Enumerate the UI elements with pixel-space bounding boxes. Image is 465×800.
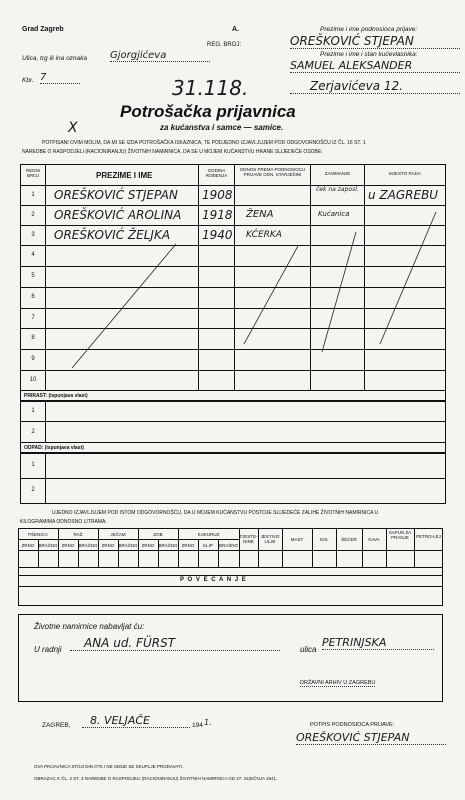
stock-subcol: BRAŠNO	[118, 543, 138, 548]
house-number-label: Kbr.	[22, 77, 34, 84]
year-prefix: 194	[192, 722, 203, 729]
stock-group-header: SAPUN ZA PRANJE	[388, 530, 412, 540]
increase-row-number: 2	[31, 429, 35, 435]
stock-group-header: PŠENICA	[28, 532, 48, 537]
col-header-no: REDNI BROJ	[25, 168, 40, 178]
form-subtitle: za kućanstva i samce — samice.	[160, 123, 284, 132]
person-relation: ŽENA	[246, 209, 274, 220]
col-header-year: GODINA ROĐENJA	[205, 168, 228, 178]
stock-group-header: PETRO-LEJ	[416, 534, 441, 539]
signature-value: OREŠKOVIĆ STJEPAN	[296, 731, 446, 745]
applicant-label: Prezime i ime podnosioca prijave:	[320, 26, 418, 33]
intro-line-2: NAREDBE O RASPODJELI (RACIONIRANJU) ŽIVOTNIH NAMIRNICA, DA SE U MOJEM KUĆANSTVU HRANE SLIJEDEĆE OSOBE:	[22, 149, 323, 155]
stock-group-header: KUKURUZ	[197, 532, 220, 537]
person-name: OREŠKOVIĆ STJEPAN	[54, 188, 178, 202]
row-number: 5	[31, 273, 35, 279]
decrease-row-number: 2	[31, 487, 35, 493]
stock-subcol: ZRNO	[101, 543, 115, 548]
intro-line-1: POTPISANI OVIM MOLIM, DA MI SE IZDA POTROŠAČKA ISKAZNICA, TE PODJEDNO IZJAVLJUJEM POD ODGOVORNOŠĆU IZ ČL. 16 ST. 1	[42, 140, 366, 146]
applicant-value: OREŠKOVIĆ STJEPAN	[290, 34, 460, 49]
landlord-value: SAMUEL ALEKSANDER	[290, 59, 460, 73]
stock-increase-label: P O V E Ć A N J E	[180, 577, 247, 583]
date-value: 8. VELJAČE	[82, 714, 190, 728]
row-number: 4	[31, 252, 35, 258]
row-number: 3	[31, 232, 35, 238]
stock-subcol: BRAŠNO	[78, 543, 98, 548]
row-number: 10	[29, 377, 37, 383]
stock-subcol: ZRNO	[141, 543, 155, 548]
decrease-row-number: 1	[31, 462, 35, 468]
decrease-label: ODPAD: (ispunjava vlast)	[24, 445, 84, 451]
landlord-label: Prezime i ime i stan kućevlasnika:	[320, 51, 418, 58]
stock-group-header: SOL	[319, 537, 329, 542]
form-letter: A.	[232, 26, 239, 33]
stock-group-header: MAST	[290, 537, 304, 542]
year-suffix: 1.	[204, 718, 212, 727]
signature-label: POTPIS PODNOSIOCA PRIJAVE:	[310, 722, 395, 728]
stock-group-header: JESTIVO ULJE	[260, 534, 280, 544]
stock-group-header: ZOB	[153, 532, 163, 537]
col-header-occupation: ZANIMANJE	[324, 171, 351, 176]
person-name: OREŠKOVIĆ AROLINA	[54, 208, 182, 222]
shop-value: ANA ud. FÜRST	[70, 636, 280, 651]
archive-stamp: DRŽAVNI ARHIV U ZAGREBU	[300, 680, 376, 686]
stock-subcol: ZRNO	[61, 543, 75, 548]
row-number: 6	[31, 294, 35, 300]
stock-group-header: KAVA	[368, 537, 380, 542]
shop-street-value: PETRINJSKA	[322, 636, 434, 650]
stock-line-1: UJEDNO IZJAVLJUJEM POD ISTOM ODGOVORNOŠĆU, DA U MOJEM KUĆANSTVU POSTOJE SLIJEDEĆE ZALIHE ŽIVOTNIH NAMIRNICA U	[52, 510, 379, 516]
row-number: 2	[31, 212, 35, 218]
increase-row-number: 1	[31, 408, 35, 414]
place-label: ZAGREB,	[42, 722, 71, 729]
person-occupation: Kućanica	[318, 210, 350, 218]
person-relation: KĆERKA	[246, 230, 282, 240]
street-value: Gjorgjićeva	[110, 50, 210, 62]
col-header-relation: ODNOS PREMA PODNOSIOCU PRIJAVE ODN. STARJEŠINI	[239, 167, 306, 177]
stamp-number: 31.118.	[172, 76, 249, 100]
person-birth-year: 1918	[202, 208, 233, 222]
row-number: 1	[31, 192, 35, 198]
row-number: 8	[31, 335, 35, 341]
person-workplace: u ZAGREBU	[368, 188, 439, 202]
stock-subcol: BRAŠNO	[158, 543, 178, 548]
person-name: OREŠKOVIĆ ŽELJKA	[54, 228, 171, 242]
stock-group-header: TJESTE-NINE	[239, 534, 258, 544]
stock-subcol: BRAŠNO	[218, 543, 238, 548]
supply-label: Životne namirnice nabavljat ću:	[34, 622, 145, 631]
house-number-value: 7	[40, 72, 80, 84]
stock-subcol: BRAŠNO	[38, 543, 58, 548]
stock-subcol: ZRNO	[181, 543, 195, 548]
col-header-name: PREZIME I IME	[96, 171, 153, 180]
city-label: Grad Zagreb	[22, 26, 64, 33]
footer-note-1: OVA PRIJAVNICA STOJI DIN 0'75 I NE SMIJE SE SKUPLJE PRODAVATI.	[34, 764, 184, 769]
person-birth-year: 1908	[202, 188, 233, 202]
shop-label: U radnji	[34, 645, 62, 654]
form-title: Potrošačka prijavnica	[120, 102, 296, 121]
footer-note-2: OBRAZAC K ČL. 2 ST. 3 NAREDBE O RASPODJELI (RACIONIRANJU) ŽIVOTNIH NAMIRNICA OD 27. SIJEČNJA 1941.	[34, 776, 278, 781]
stock-group-header: RAŽ	[73, 532, 83, 537]
col-header-workplace: MJESTO RADA	[389, 171, 421, 176]
stock-subcol: KLIP	[203, 543, 213, 548]
increase-label: PRIRAST: (ispunjava vlast)	[24, 393, 88, 399]
landlord-address: Zerjavićeva 12.	[290, 79, 460, 94]
shop-street-label: ulica	[300, 645, 317, 654]
margin-mark: X	[68, 120, 78, 136]
person-occupation: ček na zaposl.	[316, 186, 359, 193]
stock-subcol: ZRNO	[21, 543, 35, 548]
reg-number-label: REG. BROJ:	[207, 42, 242, 48]
stock-group-header: JEČAM	[110, 532, 126, 537]
person-birth-year: 1940	[202, 228, 233, 242]
street-label: Ulica, trg ili ina oznaka	[22, 55, 88, 62]
stock-group-header: ŠEĆER	[341, 537, 357, 542]
stock-line-2: KILOGRAMIMA ODNOSNO LITRAMA:	[20, 519, 107, 525]
row-number: 9	[31, 356, 35, 362]
row-number: 7	[31, 315, 35, 321]
